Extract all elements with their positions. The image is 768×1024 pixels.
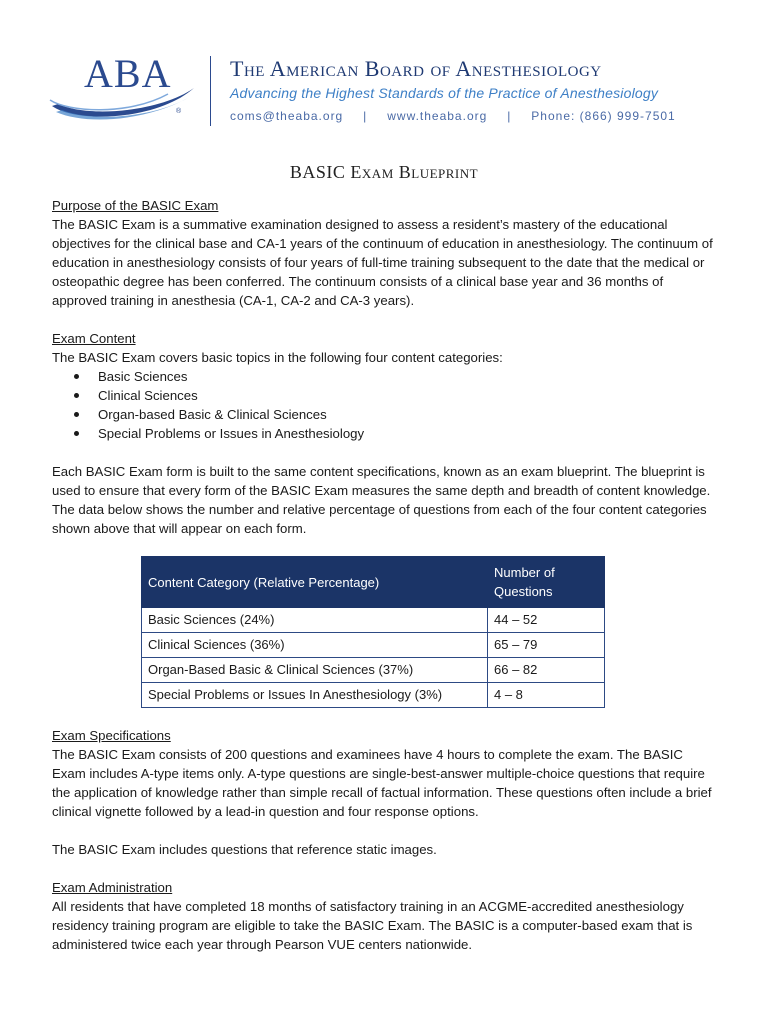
aba-logo (48, 52, 198, 124)
static-images-paragraph: The BASIC Exam includes questions that reference static images. (52, 842, 437, 857)
table-row (142, 608, 605, 633)
administration-heading: Exam Administration (52, 880, 173, 895)
blueprint-paragraph: Each BASIC Exam form is built to the same content specifications, known as an exam blueprint. The blueprint is used to ensure that every form of the BASIC Exam measures the same depth and breadth of content knowledge. The data below shows the number and relative percentage of questions from each of the four content categories shown above that will appear on each form. (52, 464, 711, 536)
table-cell: Basic Sciences (24%) (142, 608, 488, 633)
table-cell: 66 – 82 (488, 658, 605, 683)
specifications-paragraph: The BASIC Exam consists of 200 questions and examinees have 4 hours to complete the exam. The BASIC Exam includes A-type items only. A-type questions are single-best-answer multiple-choice questions that require the application of knowledge rather than simple recall of factual information. These questions often include a brief clinical vignette followed by a lead-in question and four response options. (52, 747, 712, 819)
header-content-category: Content Category (Relative Percentage) (142, 557, 488, 608)
list-item: Basic Sciences (72, 367, 716, 386)
table-row (142, 683, 605, 708)
table-cell: Organ-Based Basic & Clinical Sciences (37%) (142, 658, 488, 683)
document-body (52, 196, 716, 954)
list-item: Special Problems or Issues in Anesthesiology (72, 424, 716, 443)
logo-text: ABA (84, 51, 172, 96)
table-cell: 4 – 8 (488, 683, 605, 708)
contact-separator: | (507, 109, 512, 123)
purpose-heading: Purpose of the BASIC Exam (52, 198, 219, 213)
contact-line (230, 109, 676, 123)
blueprint-table-wrapper (141, 556, 716, 708)
table-header-row (142, 557, 605, 608)
blueprint-table (141, 556, 605, 708)
category-list (52, 367, 716, 443)
registered-mark: ® (176, 108, 182, 115)
table-cell: 65 – 79 (488, 633, 605, 658)
content-heading: Exam Content (52, 331, 136, 346)
table-cell: Special Problems or Issues In Anesthesiology (3%) (142, 683, 488, 708)
document-title: BASIC Exam Blueprint (289, 162, 479, 182)
org-name: The American Board of Anesthesiology (230, 56, 602, 81)
contact-email[interactable]: coms@theaba.org (230, 109, 344, 123)
list-item: Clinical Sciences (72, 386, 716, 405)
letterhead-divider (210, 56, 211, 126)
table-row (142, 658, 605, 683)
contact-separator: | (363, 109, 368, 123)
contact-phone: Phone: (866) 999-7501 (531, 109, 676, 123)
purpose-paragraph: The BASIC Exam is a summative examination designed to assess a resident’s mastery of the educational objectives for the clinical base and CA-1 years of the continuum of education in anesthesiology. The continuum of education in anesthesiology consists of four years of full-time training subsequent to the date that the medical or osteopathic degree has been conferred. The continuum consists of a clinical base year and 36 months of approved training in anesthesia (CA-1, CA-2 and CA-3 years). (52, 217, 713, 308)
list-item: Organ-based Basic & Clinical Sciences (72, 405, 716, 424)
org-tagline: Advancing the Highest Standards of the Practice of Anesthesiology (230, 85, 659, 101)
administration-paragraph: All residents that have completed 18 months of satisfactory training in an ACGME-accredited anesthesiology residency training program are eligible to take the BASIC Exam. The BASIC is a computer-based exam that is administered twice each year through Pearson VUE centers nationwide. (52, 899, 693, 952)
table-cell: Clinical Sciences (36%) (142, 633, 488, 658)
table-cell: 44 – 52 (488, 608, 605, 633)
content-intro: The BASIC Exam covers basic topics in the following four content categories: (52, 350, 503, 365)
header-number-of-questions: Number of Questions (488, 557, 605, 608)
contact-website[interactable]: www.theaba.org (387, 109, 488, 123)
specifications-heading: Exam Specifications (52, 728, 171, 743)
table-row (142, 633, 605, 658)
